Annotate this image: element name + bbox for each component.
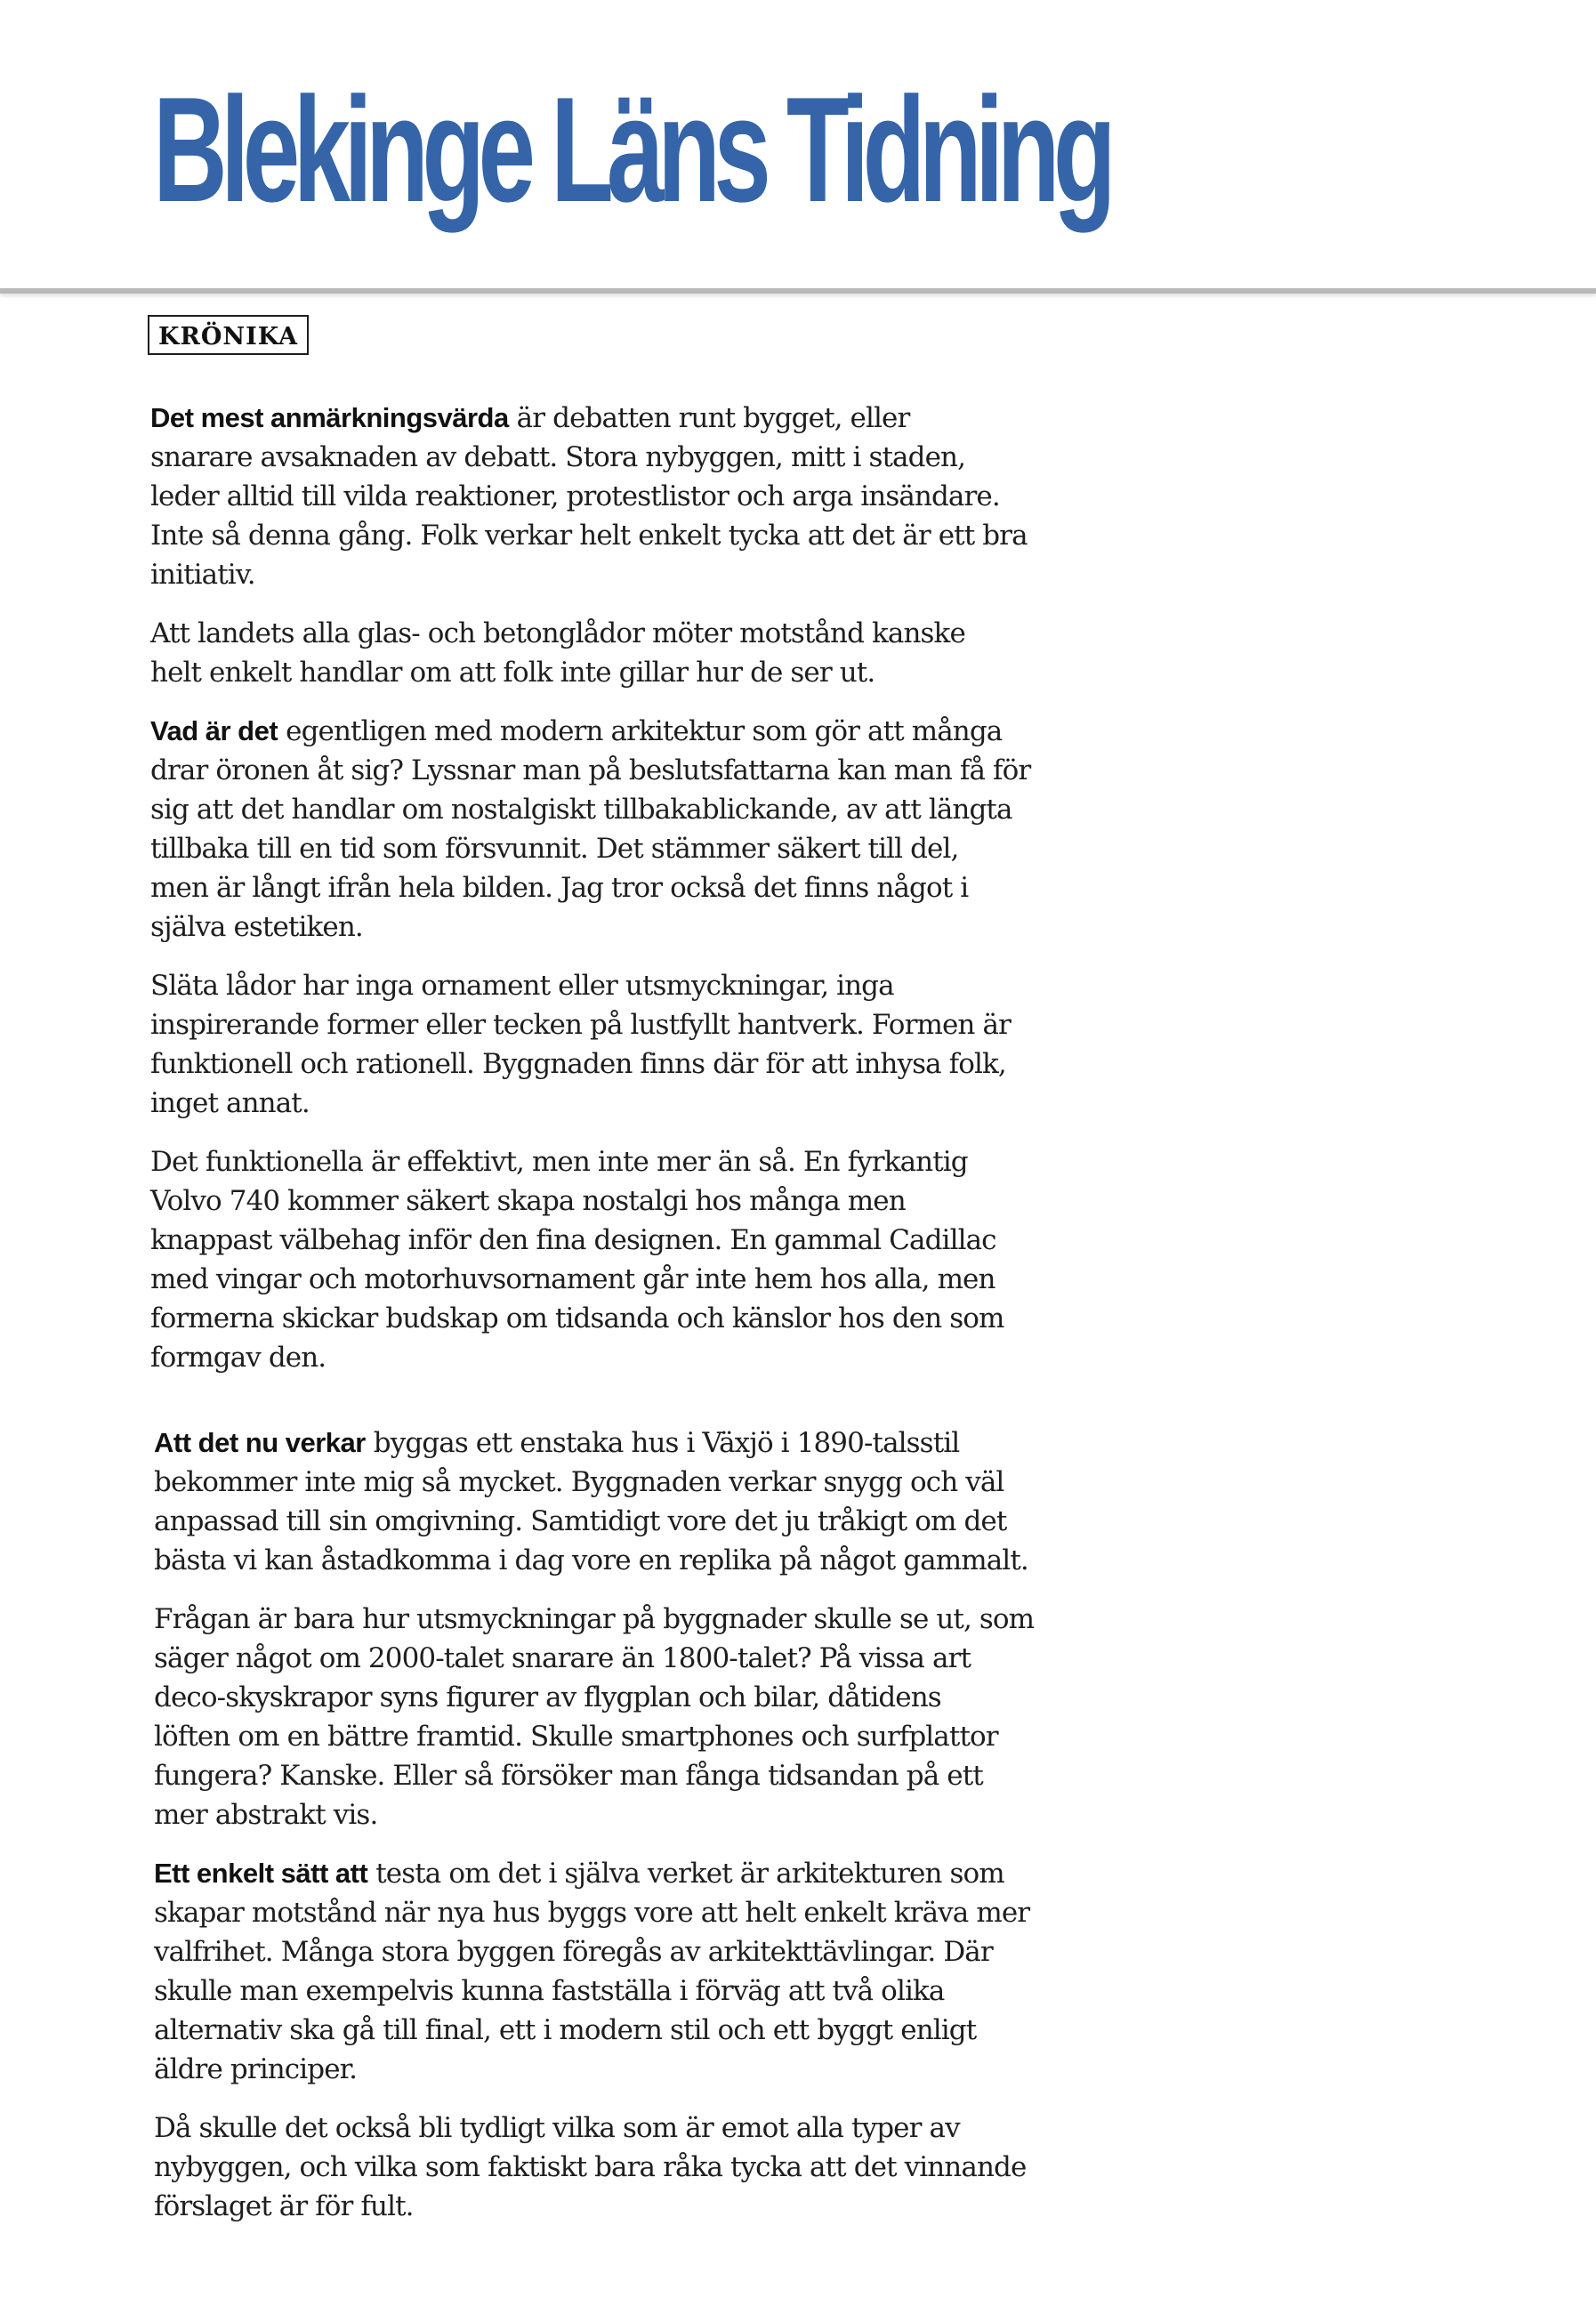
paragraph-lead-in: Det mest anmärkningsvärda bbox=[150, 402, 509, 433]
paragraph-line: egentligen med modern arkitektur som gör att många bbox=[278, 715, 1003, 747]
paragraph-line: Det funktionella är effektivt, men inte mer än så. En fyrkantig bbox=[150, 1146, 968, 1178]
paragraph-line: äldre principer. bbox=[154, 2053, 358, 2085]
paragraph-line: anpassad till sin omgivning. Samtidigt vore det ju tråkigt om det bbox=[154, 1505, 1007, 1537]
paragraph-line: initiativ. bbox=[150, 559, 255, 591]
paragraph-line: är debatten runt bygget, eller bbox=[508, 402, 910, 434]
paragraph-line: valfrihet. Många stora byggen föregås av arkitekttävlingar. Där bbox=[154, 1936, 993, 1968]
newspaper-title: Blekinge Läns Tidning bbox=[153, 66, 1110, 233]
paragraph-line: Att landets alla glas- och betonglådor möter motstånd kanske bbox=[150, 617, 965, 649]
paragraph-line: skapar motstånd när nya hus byggs vore att helt enkelt kräva mer bbox=[154, 1897, 1030, 1929]
paragraph-line: helt enkelt handlar om att folk inte gillar hur de ser ut. bbox=[150, 657, 875, 689]
paragraph-line: inspirerande former eller tecken på lustfyllt hantverk. Formen är bbox=[150, 1009, 1011, 1041]
article-paragraph bbox=[150, 1142, 1040, 1377]
paragraph-line: drar öronen åt sig? Lyssnar man på beslutsfattarna kan man få för bbox=[150, 754, 1031, 786]
paragraph-line: sig att det handlar om nostalgiskt tillbakablickande, av att längta bbox=[150, 794, 1012, 826]
section-label: KRÖNIKA bbox=[148, 315, 309, 355]
paragraph-line: med vingar och motorhuvsornament går inte hem hos alla, men bbox=[150, 1263, 995, 1295]
paragraph-line: bästa vi kan åstadkomma i dag vore en replika på något gammalt. bbox=[154, 1544, 1028, 1576]
paragraph-line: formerna skickar budskap om tidsanda och känslor hos den som bbox=[150, 1302, 1004, 1334]
article-paragraph bbox=[154, 1854, 1044, 2089]
paragraph-line: knappast välbehag inför den fina designen. En gammal Cadillac bbox=[150, 1224, 996, 1256]
paragraph-line: leder alltid till vilda reaktioner, protestlistor och arga insändare. bbox=[150, 480, 1000, 512]
paragraph-line: inget annat. bbox=[150, 1087, 310, 1119]
paragraph-line: byggas ett enstaka hus i Växjö i 1890-talsstil bbox=[365, 1427, 960, 1459]
paragraph-line: tillbaka till en tid som försvunnit. Det stämmer säkert till del, bbox=[150, 833, 959, 865]
article-body-part-1 bbox=[150, 399, 1040, 1397]
paragraph-line: snarare avsaknaden av debatt. Stora nybyggen, mitt i staden, bbox=[150, 441, 966, 473]
paragraph-line: alternativ ska gå till final, ett i modern stil och ett byggt enligt bbox=[154, 2014, 977, 2046]
article-paragraph bbox=[154, 1423, 1044, 1580]
paragraph-line: löften om en bättre framtid. Skulle smartphones och surfplattor bbox=[154, 1721, 998, 1753]
paragraph-lead-in: Vad är det bbox=[150, 715, 278, 746]
paragraph-line: förslaget är för fult. bbox=[154, 2190, 414, 2222]
paragraph-line: Frågan är bara hur utsmyckningar på byggnader skulle se ut, som bbox=[154, 1603, 1035, 1635]
paragraph-line: Inte så denna gång. Folk verkar helt enkelt tycka att det är ett bra bbox=[150, 520, 1028, 552]
article-paragraph bbox=[150, 399, 1040, 594]
paragraph-line: nybyggen, och vilka som faktiskt bara råka tycka att det vinnande bbox=[154, 2151, 1027, 2183]
paragraph-lead-in: Ett enkelt sätt att bbox=[154, 1858, 368, 1889]
paragraph-line: mer abstrakt vis. bbox=[154, 1799, 378, 1831]
article-paragraph bbox=[150, 614, 1040, 692]
article-paragraph bbox=[154, 1600, 1044, 1834]
paragraph-line: deco-skyskrapor syns figurer av flygplan och bilar, dåtidens bbox=[154, 1681, 941, 1713]
paragraph-lead-in: Att det nu verkar bbox=[154, 1427, 366, 1458]
paragraph-line: själva estetiken. bbox=[150, 911, 363, 943]
paragraph-line: funktionell och rationell. Byggnaden finns där för att inhysa folk, bbox=[150, 1048, 1006, 1080]
paragraph-line: säger något om 2000-talet snarare än 1800-talet? På vissa art bbox=[154, 1642, 971, 1674]
paragraph-line: Då skulle det också bli tydligt vilka som är emot alla typer av bbox=[154, 2112, 960, 2144]
paragraph-line: formgav den. bbox=[150, 1342, 326, 1374]
paragraph-line: fungera? Kanske. Eller så försöker man fånga tidsandan på ett bbox=[154, 1760, 983, 1792]
article-paragraph bbox=[154, 2108, 1044, 2226]
paragraph-line: Volvo 740 kommer säkert skapa nostalgi hos många men bbox=[150, 1185, 906, 1217]
paragraph-line: bekommer inte mig så mycket. Byggnaden verkar snygg och väl bbox=[154, 1466, 1004, 1498]
masthead-divider bbox=[0, 288, 1596, 294]
paragraph-line: testa om det i själva verket är arkitekturen som bbox=[367, 1858, 1004, 1890]
paragraph-line: skulle man exempelvis kunna fastställa i förväg att två olika bbox=[154, 1975, 945, 2007]
paragraph-line: Släta lådor har inga ornament eller utsmyckningar, inga bbox=[150, 970, 894, 1002]
paragraph-line: men är långt ifrån hela bilden. Jag tror också det finns något i bbox=[150, 872, 969, 904]
article-paragraph bbox=[150, 966, 1040, 1123]
article-body-part-2 bbox=[154, 1423, 1044, 2245]
masthead bbox=[0, 0, 1596, 288]
article-paragraph bbox=[150, 712, 1040, 947]
